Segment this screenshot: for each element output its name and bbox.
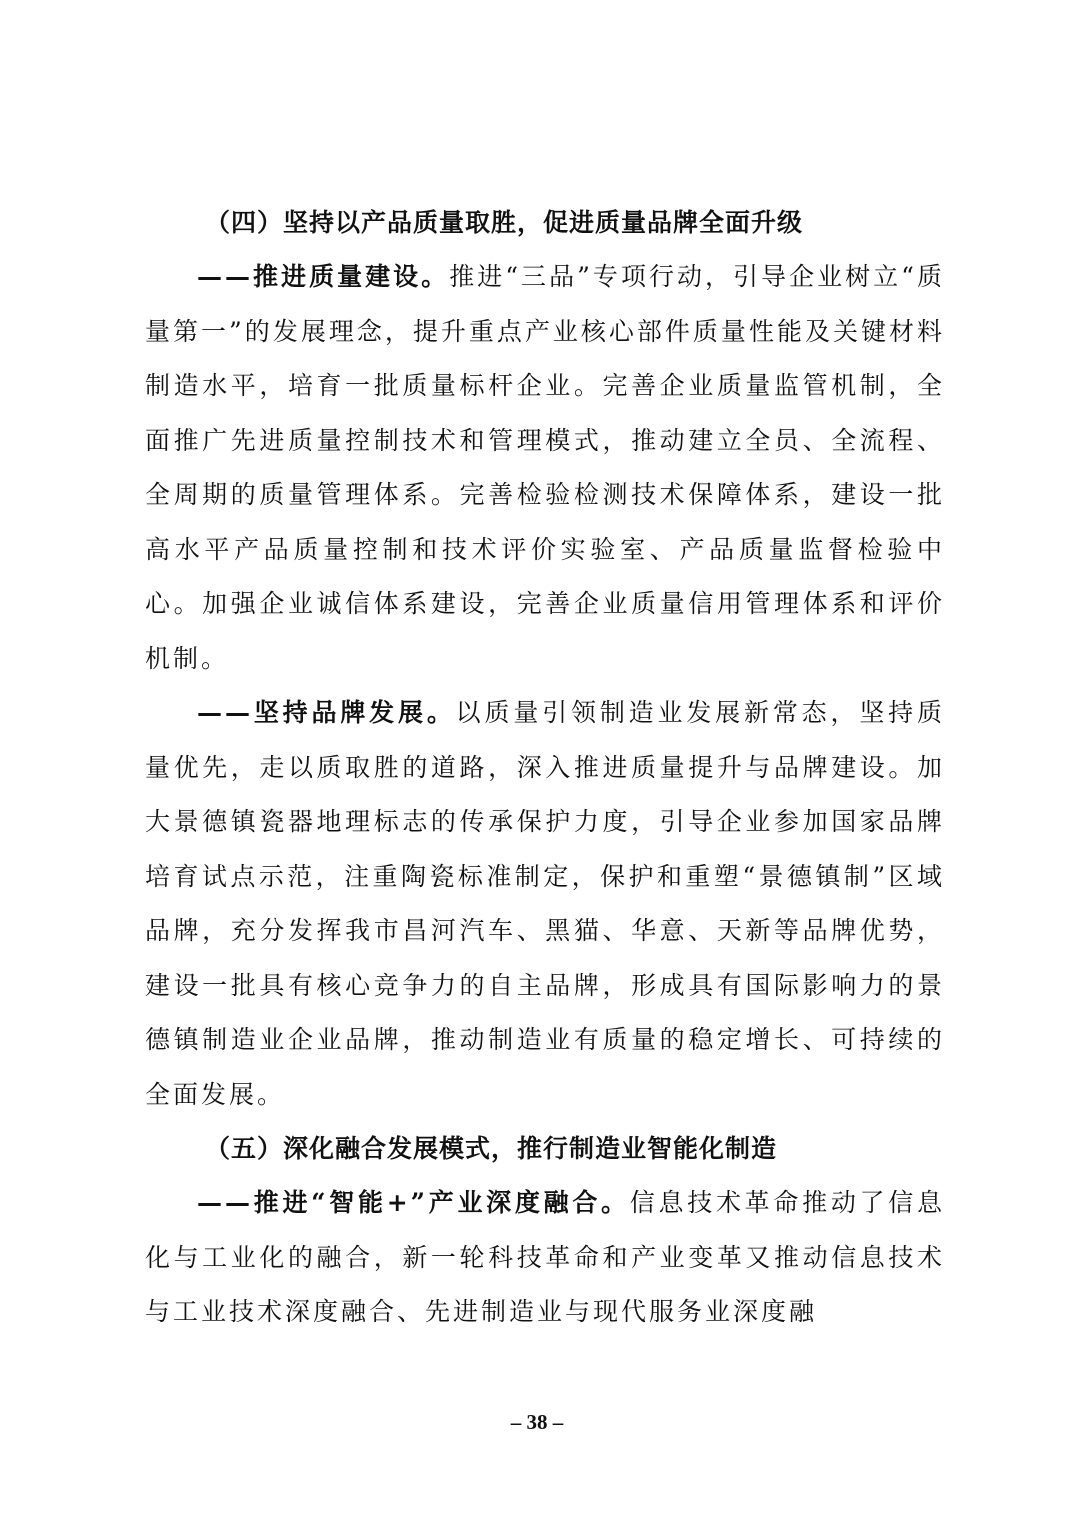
paragraph-lead: ——推进“智能+”产业深度融合。 bbox=[197, 1188, 630, 1217]
paragraph-smart-integration bbox=[145, 1176, 945, 1340]
paragraph-lead: ——坚持品牌发展。 bbox=[197, 698, 456, 727]
paragraph-quality-construction bbox=[145, 250, 945, 686]
page-number: – 38 – bbox=[510, 1410, 564, 1434]
document-page bbox=[145, 196, 945, 1340]
paragraph-body: 以质量引领制造业发展新常态，坚持质量优先，走以质取胜的道路，深入推进质量提升与品牌建设。加大景德镇瓷器地理标志的传承保护力度，引导企业参加国家品牌培育试点示范，注重陶瓷标准制定，保护和重塑“景德镇制”区域品牌，充分发挥我市昌河汽车、黑猫、华意、天新等品牌优势，建设一批具有核心竞争力的自主品牌，形成具有国际影响力的景德镇制造业企业品牌，推动制造业有质量的稳定增长、可持续的全面发展。 bbox=[145, 698, 945, 1109]
paragraph-lead: ——推进质量建设。 bbox=[197, 262, 450, 291]
section-heading-5: （五）深化融合发展模式，推行制造业智能化制造 bbox=[205, 1134, 778, 1163]
paragraph-body: 信息技术革命推动了信息化与工业化的融合，新一轮科技革命和产业变革又推动信息技术与工业技术深度融合、先进制造业与现代服务业深度融 bbox=[145, 1188, 945, 1326]
paragraph-body: 推进“三品”专项行动，引导企业树立“质量第一”的发展理念，提升重点产业核心部件质量性能及关键材料制造水平，培育一批质量标杆企业。完善企业质量监管机制，全面推广先进质量控制技术和管理模式，推动建立全员、全流程、全周期的质量管理体系。完善检验检测技术保障体系，建设一批高水平产品质量控制和技术评价实验室、产品质量监督检验中心。加强企业诚信体系建设，完善企业质量信用管理体系和评价机制。 bbox=[145, 262, 945, 673]
paragraph-brand-development bbox=[145, 686, 945, 1122]
section-heading-4: （四）坚持以产品质量取胜，促进质量品牌全面升级 bbox=[205, 208, 804, 237]
